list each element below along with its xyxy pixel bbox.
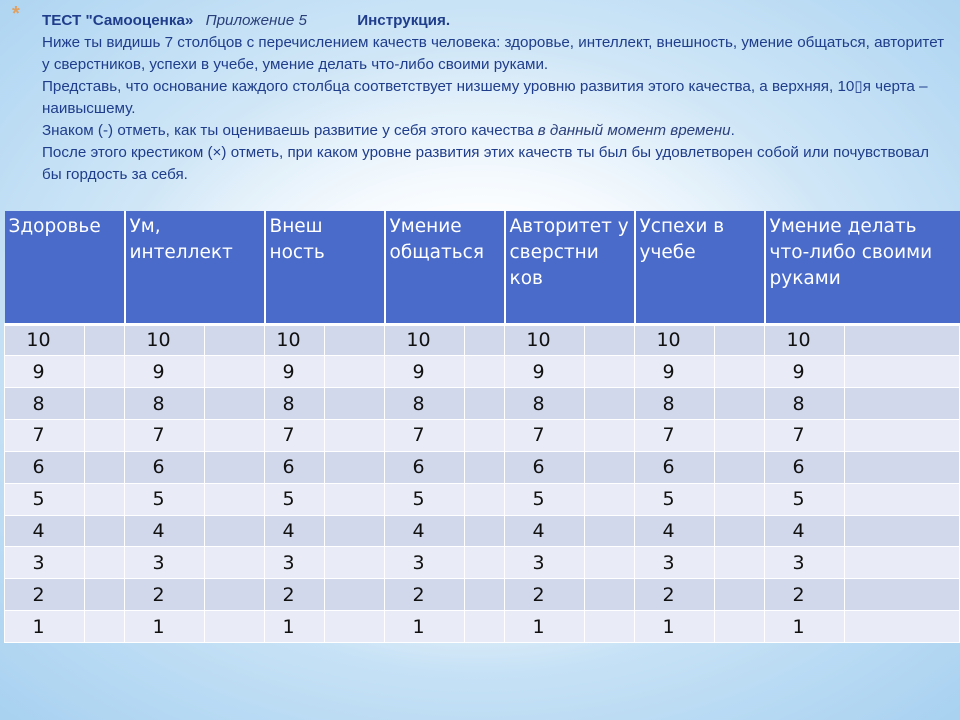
level-number: 1 (32, 615, 45, 638)
level-number: 6 (792, 456, 805, 479)
level-number: 3 (532, 551, 545, 574)
level-number: 2 (32, 583, 45, 606)
level-number-cell (125, 420, 205, 452)
level-number-cell (125, 547, 205, 579)
level-number: 7 (412, 424, 425, 447)
level-number-cell (5, 515, 85, 547)
level-number: 4 (32, 519, 45, 542)
level-number-cell (5, 324, 85, 356)
mark-cell[interactable] (465, 547, 505, 579)
level-number: 4 (662, 519, 675, 542)
column-header-study: Успехи в учебе (635, 211, 765, 324)
mark-cell[interactable] (325, 420, 385, 452)
level-number: 9 (792, 360, 805, 383)
level-number-cell (265, 515, 325, 547)
column-header-intellect: Ум, интеллект (125, 211, 265, 324)
mark-cell[interactable] (585, 420, 635, 452)
level-number-cell (125, 451, 205, 483)
mark-cell[interactable] (465, 515, 505, 547)
level-number: 4 (792, 519, 805, 542)
mark-cell[interactable] (205, 420, 265, 452)
mark-cell[interactable] (85, 420, 125, 452)
level-number: 7 (662, 424, 675, 447)
mark-cell[interactable] (85, 356, 125, 388)
mark-cell[interactable] (85, 388, 125, 420)
mark-cell[interactable] (325, 547, 385, 579)
level-number: 2 (532, 583, 545, 606)
level-number-cell (5, 611, 85, 643)
level-number-cell (765, 579, 845, 611)
level-number: 3 (412, 551, 425, 574)
level-number: 8 (792, 392, 805, 415)
level-number: 8 (412, 392, 425, 415)
mark-cell[interactable] (715, 420, 765, 452)
mark-cell[interactable] (465, 451, 505, 483)
table-row (5, 611, 960, 643)
level-number: 5 (412, 488, 425, 511)
level-number-cell (505, 451, 585, 483)
level-number: 3 (662, 551, 675, 574)
level-number-cell (385, 515, 465, 547)
table-row (5, 547, 960, 579)
level-number-cell (505, 611, 585, 643)
level-number-cell (125, 483, 205, 515)
table-row (5, 579, 960, 611)
level-number: 5 (152, 488, 165, 511)
level-number-cell (385, 611, 465, 643)
mark-cell[interactable] (585, 451, 635, 483)
level-number-cell (125, 324, 205, 356)
level-number: 6 (152, 456, 165, 479)
mark-cell[interactable] (205, 483, 265, 515)
table-row (5, 420, 960, 452)
level-number: 7 (532, 424, 545, 447)
level-number: 8 (532, 392, 545, 415)
level-number-cell (385, 579, 465, 611)
level-number-cell (635, 324, 715, 356)
level-number: 10 (406, 329, 431, 352)
level-number: 1 (532, 615, 545, 638)
mark-cell[interactable] (325, 483, 385, 515)
level-number-cell (765, 611, 845, 643)
level-number-cell (125, 515, 205, 547)
level-number-cell (635, 579, 715, 611)
level-number: 6 (412, 456, 425, 479)
mark-cell[interactable] (85, 579, 125, 611)
level-number-cell (265, 483, 325, 515)
level-number-cell (505, 547, 585, 579)
level-number: 2 (792, 583, 805, 606)
table-row (5, 451, 960, 483)
mark-cell[interactable] (845, 483, 960, 515)
level-number-cell (505, 483, 585, 515)
table-row (5, 356, 960, 388)
mark-cell[interactable] (585, 324, 635, 356)
level-number: 9 (32, 360, 45, 383)
mark-cell[interactable] (845, 547, 960, 579)
mark-cell[interactable] (205, 388, 265, 420)
level-number-cell (265, 420, 325, 452)
mark-cell[interactable] (85, 451, 125, 483)
mark-cell[interactable] (325, 324, 385, 356)
level-number: 1 (152, 615, 165, 638)
level-number: 1 (282, 615, 295, 638)
table-row (5, 324, 960, 356)
level-number-cell (635, 356, 715, 388)
level-number: 4 (152, 519, 165, 542)
level-number: 9 (152, 360, 165, 383)
level-number-cell (385, 451, 465, 483)
level-number-cell (505, 324, 585, 356)
instruction-paragraph-1: Ниже ты видишь 7 столбцов с перечислением качеств человека: здоровье, интеллект, внешность, умение общаться, авторитет у сверстников, успехи в учебе, умение делать что-либо своими руками. (42, 34, 945, 73)
title-line (42, 10, 947, 32)
paragraph-3-start: Знаком (-) отметь, как ты оцениваешь развитие у себя этого качества (42, 122, 538, 139)
mark-cell[interactable] (715, 451, 765, 483)
mark-cell[interactable] (845, 324, 960, 356)
level-number: 6 (282, 456, 295, 479)
column-header-communication: Умение общаться (385, 211, 505, 324)
instruction-paragraph-3 (42, 120, 947, 142)
level-number-cell (265, 388, 325, 420)
mark-cell[interactable] (85, 611, 125, 643)
column-header-health: Здоровье (5, 211, 125, 324)
mark-cell[interactable] (325, 611, 385, 643)
mark-cell[interactable] (715, 579, 765, 611)
level-number: 10 (526, 329, 551, 352)
level-number: 1 (662, 615, 675, 638)
mark-cell[interactable] (205, 547, 265, 579)
column-header-authority: Авторитет у сверстни ков (505, 211, 635, 324)
level-number: 9 (662, 360, 675, 383)
level-number-cell (5, 451, 85, 483)
level-number-cell (635, 451, 715, 483)
level-number: 7 (282, 424, 295, 447)
level-number-cell (5, 388, 85, 420)
level-number-cell (5, 483, 85, 515)
mark-cell[interactable] (325, 388, 385, 420)
mark-cell[interactable] (205, 324, 265, 356)
level-number: 5 (662, 488, 675, 511)
mark-cell[interactable] (465, 483, 505, 515)
instruction-paragraph-4: После этого крестиком (×) отметь, при каком уровне развития этих качеств ты был бы удовлетворен собой или почувствовал бы гордость за себя. (42, 144, 929, 183)
level-number-cell (5, 356, 85, 388)
mark-cell[interactable] (85, 515, 125, 547)
mark-cell[interactable] (585, 483, 635, 515)
level-number-cell (265, 579, 325, 611)
level-number-cell (265, 324, 325, 356)
level-number-cell (635, 515, 715, 547)
level-number: 3 (792, 551, 805, 574)
instruction-paragraph-2: Представь, что основание каждого столбца соответствует низшему уровню развития этого качества, а верхняя, 10▯я черта – наивысшему. (42, 78, 928, 117)
level-number-cell (765, 324, 845, 356)
level-number: 8 (662, 392, 675, 415)
column-header-appearance: Внеш ность (265, 211, 385, 324)
mark-cell[interactable] (465, 579, 505, 611)
mark-cell[interactable] (465, 356, 505, 388)
bullet-marker: * (12, 3, 20, 25)
mark-cell[interactable] (845, 611, 960, 643)
mark-cell[interactable] (845, 579, 960, 611)
level-number-cell (385, 483, 465, 515)
mark-cell[interactable] (585, 611, 635, 643)
mark-cell[interactable] (845, 388, 960, 420)
level-number-cell (125, 611, 205, 643)
mark-cell[interactable] (585, 579, 635, 611)
mark-cell[interactable] (85, 324, 125, 356)
level-number: 6 (532, 456, 545, 479)
level-number: 10 (786, 329, 811, 352)
level-number-cell (635, 611, 715, 643)
level-number: 8 (32, 392, 45, 415)
level-number-cell (265, 611, 325, 643)
level-number: 7 (792, 424, 805, 447)
instruction-block (42, 10, 947, 186)
mark-cell[interactable] (715, 388, 765, 420)
level-number-cell (5, 579, 85, 611)
level-number: 2 (412, 583, 425, 606)
mark-cell[interactable] (465, 611, 505, 643)
level-number-cell (385, 420, 465, 452)
mark-cell[interactable] (845, 451, 960, 483)
level-number: 1 (792, 615, 805, 638)
instruction-label: Инструкция. (357, 12, 451, 29)
paragraph-3-end: . (730, 122, 735, 139)
level-number-cell (505, 356, 585, 388)
mark-cell[interactable] (205, 579, 265, 611)
mark-cell[interactable] (205, 515, 265, 547)
level-number: 5 (792, 488, 805, 511)
mark-cell[interactable] (205, 451, 265, 483)
level-number: 6 (662, 456, 675, 479)
level-number-cell (385, 547, 465, 579)
mark-cell[interactable] (325, 515, 385, 547)
level-number: 9 (412, 360, 425, 383)
mark-cell[interactable] (325, 451, 385, 483)
level-number-cell (505, 420, 585, 452)
level-number: 8 (282, 392, 295, 415)
level-number-cell (125, 356, 205, 388)
level-number: 4 (532, 519, 545, 542)
level-number: 5 (532, 488, 545, 511)
level-number-cell (635, 547, 715, 579)
level-number-cell (265, 547, 325, 579)
mark-cell[interactable] (715, 547, 765, 579)
level-number-cell (765, 420, 845, 452)
mark-cell[interactable] (845, 356, 960, 388)
level-number-cell (265, 356, 325, 388)
level-number: 4 (282, 519, 295, 542)
mark-cell[interactable] (325, 579, 385, 611)
level-number-cell (265, 451, 325, 483)
test-title: ТЕСТ "Самооценка» (42, 12, 194, 29)
mark-cell[interactable] (85, 483, 125, 515)
level-number: 7 (32, 424, 45, 447)
level-number-cell (385, 388, 465, 420)
table-header-row (5, 211, 960, 324)
level-number: 8 (152, 392, 165, 415)
mark-cell[interactable] (585, 356, 635, 388)
level-number-cell (125, 579, 205, 611)
mark-cell[interactable] (845, 420, 960, 452)
level-number-cell (765, 483, 845, 515)
level-number: 4 (412, 519, 425, 542)
mark-cell[interactable] (205, 611, 265, 643)
level-number-cell (5, 547, 85, 579)
level-number: 7 (152, 424, 165, 447)
mark-cell[interactable] (325, 356, 385, 388)
level-number-cell (765, 356, 845, 388)
level-number: 1 (412, 615, 425, 638)
level-number-cell (765, 451, 845, 483)
level-number: 5 (32, 488, 45, 511)
mark-cell[interactable] (715, 356, 765, 388)
level-number: 10 (26, 329, 51, 352)
level-number: 3 (152, 551, 165, 574)
mark-cell[interactable] (585, 388, 635, 420)
level-number: 10 (656, 329, 681, 352)
level-number-cell (765, 515, 845, 547)
paragraph-3-italic: в данный момент времени (537, 122, 731, 139)
level-number-cell (635, 420, 715, 452)
mark-cell[interactable] (205, 356, 265, 388)
level-number: 3 (32, 551, 45, 574)
level-number-cell (505, 388, 585, 420)
appendix-label: Приложение 5 (205, 12, 307, 29)
level-number: 2 (662, 583, 675, 606)
mark-cell[interactable] (845, 515, 960, 547)
level-number-cell (635, 388, 715, 420)
level-number: 2 (152, 583, 165, 606)
level-number-cell (5, 420, 85, 452)
level-number: 5 (282, 488, 295, 511)
mark-cell[interactable] (585, 515, 635, 547)
level-number: 6 (32, 456, 45, 479)
level-number: 2 (282, 583, 295, 606)
table-row (5, 515, 960, 547)
level-number-cell (125, 388, 205, 420)
level-number-cell (765, 547, 845, 579)
level-number-cell (635, 483, 715, 515)
mark-cell[interactable] (85, 547, 125, 579)
mark-cell[interactable] (715, 324, 765, 356)
level-number: 3 (282, 551, 295, 574)
mark-cell[interactable] (715, 611, 765, 643)
self-assessment-table (4, 211, 960, 643)
mark-cell[interactable] (465, 324, 505, 356)
level-number: 9 (282, 360, 295, 383)
level-number-cell (765, 388, 845, 420)
mark-cell[interactable] (715, 515, 765, 547)
table-row (5, 388, 960, 420)
mark-cell[interactable] (715, 483, 765, 515)
mark-cell[interactable] (465, 420, 505, 452)
level-number-cell (505, 579, 585, 611)
column-header-handicraft: Умение делать что-либо своими руками (765, 211, 960, 324)
level-number: 9 (532, 360, 545, 383)
level-number: 10 (276, 329, 301, 352)
mark-cell[interactable] (585, 547, 635, 579)
table-row (5, 483, 960, 515)
level-number-cell (505, 515, 585, 547)
level-number-cell (385, 356, 465, 388)
level-number: 10 (146, 329, 171, 352)
mark-cell[interactable] (465, 388, 505, 420)
level-number-cell (385, 324, 465, 356)
